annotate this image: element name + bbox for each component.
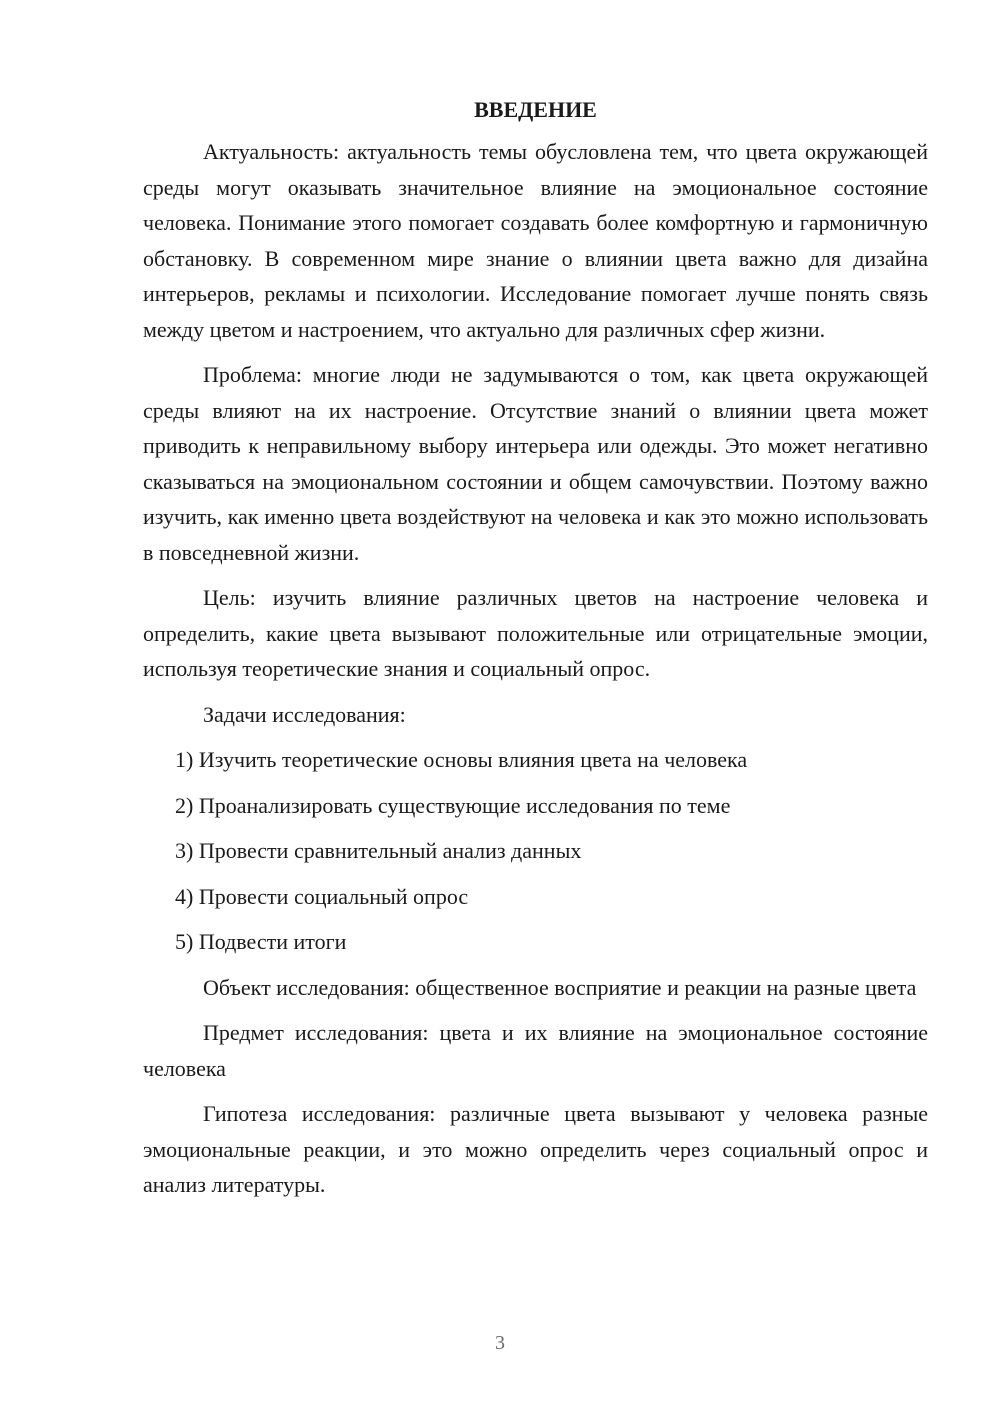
tasks-heading: Задачи исследования: [203, 701, 406, 727]
list-item: 1) Изучить теоретические основы влияния цвета на человека [175, 747, 748, 772]
relevance-paragraph: Актуальность: актуальность темы обусловлена тем, что цвета окружающей среды могут оказывать значительное влияние на эмоциональное состояние человека. Понимание этого помогает создавать более комфортную и гармоничную обстановку. В современном мире знание о влиянии цвета важно для дизайна интерьеров, рекламы и психологии. Исследование помогает лучше понять связь между цветом и настроением, что актуально для различных сфер жизни. [143, 139, 928, 342]
object-paragraph: Объект исследования: общественное восприятие и реакции на разные цвета [203, 974, 917, 1000]
page-number: 3 [495, 1332, 505, 1354]
document-page [143, 92, 928, 1213]
problem-paragraph: Проблема: многие люди не задумываются о том, как цвета окружающей среды влияют на их настроение. Отсутствие знаний о влиянии цвета может приводить к неправильному выбору интерьера или одежды. Это может негативно сказываться на эмоциональном состоянии и общем самочувствии. Поэтому важно изучить, как именно цвета воздействуют на человека и как это можно использовать в повседневной жизни. [143, 362, 928, 565]
section-title: ВВЕДЕНИЕ [474, 97, 597, 122]
list-item: 2) Проанализировать существующие исследования по теме [175, 792, 731, 818]
hypothesis-paragraph: Гипотеза исследования: различные цвета вызывают у человека разные эмоциональные реакции, и это можно определить через социальный опрос и анализ литературы. [143, 1101, 928, 1197]
goal-paragraph: Цель: изучить влияние различных цветов на настроение человека и определить, какие цвета вызывают положительные или отрицательные эмоции, используя теоретические знания и социальный опрос. [143, 585, 928, 681]
list-item: 5) Подвести итоги [175, 929, 347, 954]
list-item: 4) Провести социальный опрос [175, 883, 469, 909]
list-item: 3) Провести сравнительный анализ данных [175, 838, 582, 863]
subject-paragraph: Предмет исследования: цвета и их влияние на эмоциональное состояние человека [143, 1020, 928, 1081]
tasks-list [143, 742, 928, 960]
